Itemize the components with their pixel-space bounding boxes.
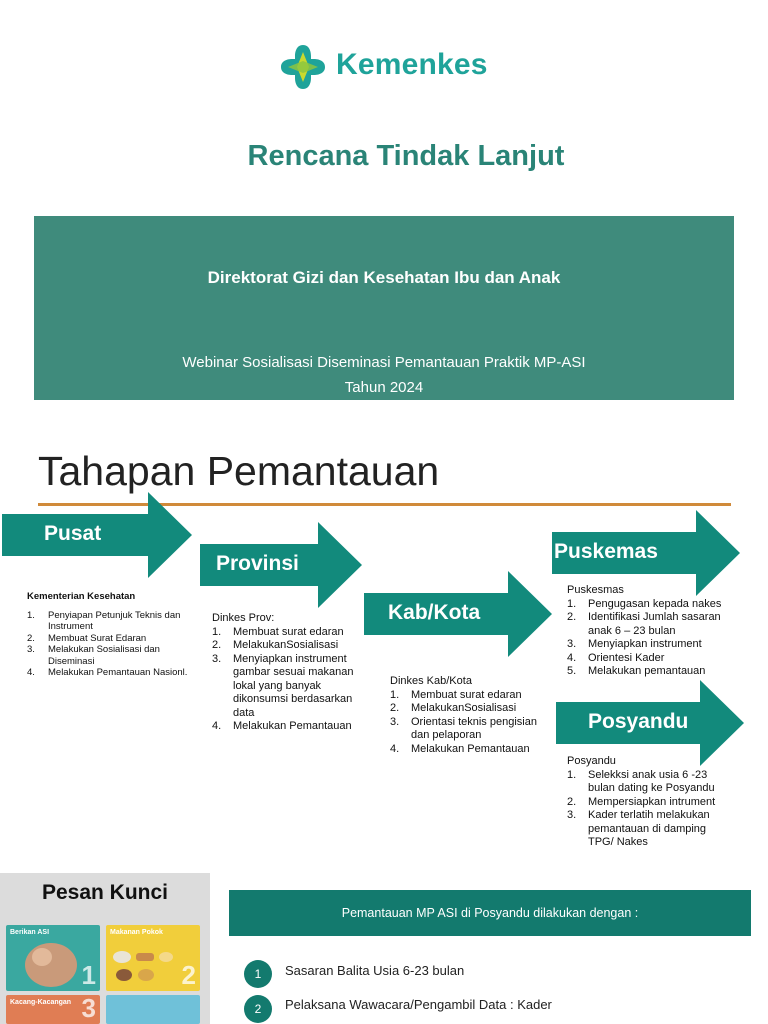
list-item: 3. Kader terlatih melakukan pemantauan di damping TPG/ Nakes — [567, 809, 710, 848]
tile-number: 2 — [181, 960, 196, 990]
posyandu-details — [567, 755, 727, 850]
list-item: 1. Membuat surat edaran — [212, 625, 344, 638]
list-item: 2. MelakukanSosialisasi — [390, 702, 517, 714]
key-message-title: Pesan Kunci — [41, 881, 169, 904]
tile-number: 3 — [81, 995, 96, 1023]
monitoring-intro: Pemantauan MP ASI di Posyandu dilakukan dengan : — [229, 890, 751, 936]
puskesmas-heading: Puskesmas — [567, 584, 624, 596]
key-tile-1 — [6, 925, 100, 991]
arrow-provinsi — [200, 522, 362, 608]
banner-org: Direktorat Gizi dan Kesehatan Ibu dan Anak — [207, 268, 561, 287]
list-item: 4. Melakukan Pemantauan — [212, 720, 352, 732]
arrow-label-kabkota: Kab/Kota — [388, 601, 481, 624]
arrow-kabkota — [364, 571, 552, 657]
list-item: 2. MelakukanSosialisasi — [212, 639, 339, 651]
kabkota-heading: Dinkes Kab/Kota — [390, 675, 472, 687]
list-item: 5. Melakukan pemantauan — [567, 665, 706, 677]
tile-number: 1 — [81, 960, 96, 990]
list-item: 3. Orientasi teknis pengisian dan pelaporan — [390, 715, 537, 741]
key-tile-4 — [106, 995, 200, 1024]
point-number: 1 — [244, 960, 272, 988]
arrow-pusat — [2, 492, 192, 578]
tile-caption: Makanan Pokok — [110, 929, 163, 936]
puskesmas-details — [567, 584, 735, 679]
provinsi-details — [212, 612, 362, 734]
key-tile-2 — [106, 925, 200, 991]
list-item: 3. Menyiapkan instrument — [567, 638, 702, 650]
list-item: 1. Membuat surat edaran — [390, 688, 522, 701]
tile-caption: Kacang-Kacangan — [10, 999, 72, 1006]
point-number: 2 — [244, 995, 272, 1023]
list-item: 4. Melakukan Pemantauan — [390, 742, 530, 755]
point-text: Sasaran Balita Usia 6-23 bulan — [285, 963, 465, 978]
list-item: 1. Pengugasan kepada nakes — [567, 597, 722, 610]
kabkota-details — [390, 675, 550, 756]
kemenkes-logo-mark-icon — [278, 42, 328, 92]
page-title: Rencana Tindak Lanjut — [247, 140, 565, 172]
logo-text: Kemenkes — [336, 48, 488, 81]
arrow-label-posyandu: Posyandu — [588, 710, 689, 733]
list-item: 3. Melakukan Sosialisasi dan Diseminasi — [27, 644, 160, 667]
posyandu-heading: Posyandu — [567, 755, 616, 767]
arrow-posyandu — [556, 680, 744, 766]
point-text: Pelaksana Wawacara/Pengambil Data : Kader — [285, 997, 552, 1012]
arrow-label-pusat: Pusat — [44, 522, 102, 545]
stages-title: Tahapan Pemantauan — [38, 448, 440, 494]
list-item: 1. Penyiapan Petunjuk Teknis dan Instrument — [27, 609, 181, 632]
key-message-panel — [0, 873, 210, 1024]
pusat-heading: Kementerian Kesehatan — [27, 591, 136, 602]
provinsi-heading: Dinkes Prov: — [212, 612, 275, 624]
list-item: 4. Orientesi Kader — [567, 651, 665, 664]
list-item: 4. Melakukan Pemantauan Nasionl. — [27, 667, 188, 678]
banner-event: Webinar Sosialisasi Diseminasi Pemantauan Praktik MP-ASI — [182, 354, 586, 371]
kemenkes-logo — [278, 42, 510, 98]
banner-year: Tahun 2024 — [344, 379, 424, 396]
arrow-label-provinsi: Provinsi — [216, 552, 299, 575]
banner — [34, 216, 734, 400]
list-item: 2. Identifikasi Jumlah sasaran anak 6 – 23 bulan — [567, 611, 721, 637]
list-item: 2. Membuat Surat Edaran — [27, 632, 147, 644]
list-item: 3. Menyiapkan instrument gambar sesuai makanan lokal yang banyak dikonsumsi berdasarkan data — [212, 652, 354, 719]
key-tile-3 — [6, 995, 100, 1024]
pusat-details — [27, 591, 192, 679]
list-item: 2. Mempersiapkan intrument — [567, 795, 716, 808]
tile-caption: Berikan ASI — [10, 929, 50, 936]
arrow-label-puskesmas: Puskemas — [554, 540, 658, 563]
list-item: 1. Selekksi anak usia 6 -23 bulan dating ke Posyandu — [567, 768, 715, 794]
